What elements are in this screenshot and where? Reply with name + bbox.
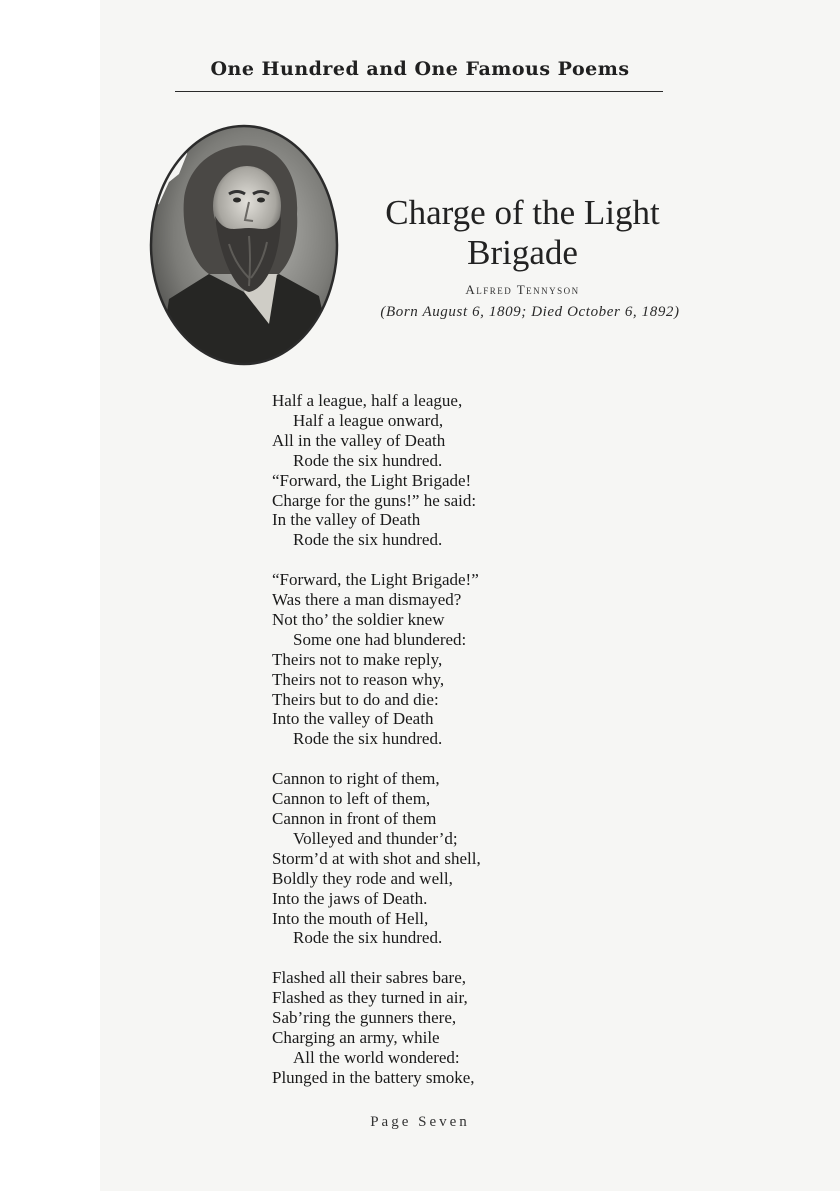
poem-line: Rode the six hundred.	[293, 928, 443, 948]
poem-line: Cannon to left of them,	[272, 789, 431, 809]
poem-line: Flashed all their sabres bare,	[272, 968, 467, 988]
poem-line: Not tho’ the soldier knew	[272, 609, 445, 629]
poem-line: Charging an army, while	[272, 1027, 440, 1047]
poem-stanza	[272, 968, 672, 1087]
poem-line: Flashed as they turned in air,	[272, 988, 468, 1008]
poem-line: Charge for the guns!” he said:	[272, 490, 477, 510]
poem-line: Boldly they rode and well,	[272, 868, 453, 888]
poem-line: Rode the six hundred.	[293, 450, 443, 470]
poem-author: Alfred Tennyson	[465, 282, 580, 297]
poem-line: Sab’ring the gunners there,	[272, 1008, 457, 1028]
poem-line: Theirs but to do and die:	[272, 689, 439, 709]
page-number: Page Seven	[370, 1114, 470, 1130]
poem-line: In the valley of Death	[272, 510, 421, 530]
poem-line: “Forward, the Light Brigade!	[272, 470, 472, 490]
poem-stanza	[272, 570, 672, 749]
poem-body	[272, 391, 672, 1108]
poem-line: Half a league, half a league,	[272, 391, 463, 410]
poem-line: Plunged in the battery smoke,	[272, 1067, 475, 1087]
poem-line: Was there a man dismayed?	[272, 590, 462, 610]
poem-line: Some one had blundered:	[293, 629, 467, 649]
poem-title: Charge of the Light Brigade	[385, 193, 660, 272]
poem-line: Cannon to right of them,	[272, 769, 440, 789]
poem-line: Volleyed and thunder’d;	[293, 828, 458, 848]
poem-stanza	[272, 391, 672, 550]
poem-line: Half a league onward,	[293, 410, 444, 430]
poem-line: Rode the six hundred.	[293, 729, 443, 749]
poem-stanza	[272, 769, 672, 948]
author-dates: (Born August 6, 1809; Died October 6, 1892)	[380, 304, 680, 320]
poem-line: Theirs not to make reply,	[272, 649, 443, 669]
poem-line: Rode the six hundred.	[293, 530, 443, 550]
poem-line: Storm’d at with shot and shell,	[272, 848, 481, 868]
portrait-engraving-icon	[149, 124, 339, 366]
poem-line: All the world wondered:	[293, 1047, 460, 1067]
poem-line: All in the valley of Death	[272, 430, 446, 450]
poem-line: “Forward, the Light Brigade!”	[272, 570, 479, 590]
running-head: One Hundred and One Famous Poems	[210, 58, 630, 80]
poem-line: Into the mouth of Hell,	[272, 908, 429, 928]
poem-line: Into the valley of Death	[272, 709, 434, 729]
header-rule	[175, 91, 663, 92]
poem-line: Theirs not to reason why,	[272, 669, 445, 689]
poem-line: Cannon in front of them	[272, 809, 437, 828]
poem-line: Into the jaws of Death.	[272, 888, 428, 908]
